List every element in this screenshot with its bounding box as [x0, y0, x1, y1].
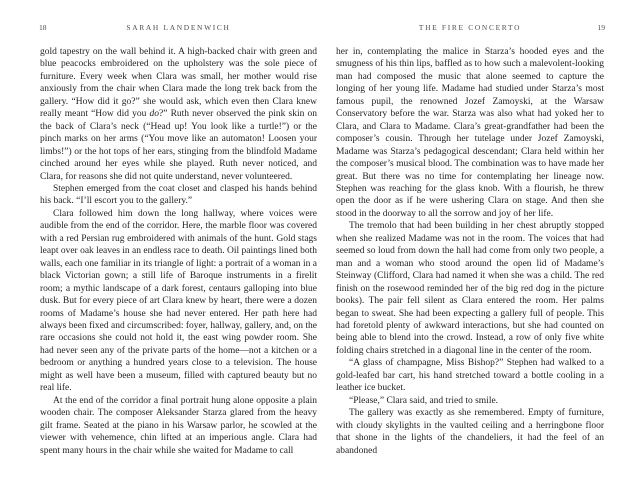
paragraph [336, 407, 604, 457]
left-running-header-title: SARAH LANDENWICH [126, 23, 231, 32]
left-page [40, 23, 317, 457]
italic-text-run: do [149, 109, 160, 120]
text-run: “A glass of champagne, Miss Bishop?” Stephen had walked to a gold-leafed bar cart, his hand stretched toward a bottle cooling in a leather ice bucket. [336, 358, 604, 394]
text-run: ?” Ruth never observed the pink skin on the back of Clara’s neck (“Head up! You look like a turtle!”) or the pinch marks on her arms (“You move like an automaton! Loosen your limbs!”) or the hot tops of her ears, stinging from the blindfold Madame cinched around her eyes while she played. Ruth never noticed, and Clara, for reasons she did not quite understand, never volunteered. [40, 109, 317, 182]
left-running-head [40, 23, 317, 36]
paragraph [336, 46, 604, 220]
right-running-header-title: THE FIRE CONCERTO [418, 23, 522, 32]
paragraph [40, 395, 317, 457]
text-run: Stephen emerged from the coat closet and clasped his hands behind his back. “I’ll escort you to the gallery.” [40, 183, 317, 207]
right-page-number: 19 [597, 23, 605, 32]
left-page-text [40, 46, 317, 457]
text-run: The tremolo that had been building in her chest abruptly stopped when she realized Madame was not in the room. The voices that had seemed so loud from down the hall had come from only two people, a man and a woman who stood around the open lid of Madame’s Steinway (Clifford, Clara had named it when she was a child. The red finish on the rosewood reminded her of the big red dog in the picture books). The pair fell silent as Clara entered the room. Her palms began to sweat. She had been expecting a gallery full of people. This had foretold plenty of awkward interactions, but she had counted on being able to blend into the crowd. Instead, a row of only five white folding chairs stretched in a diagonal line in the center of the room. [336, 221, 604, 356]
text-run: gold tapestry on the wall behind it. A high-backed chair with green and blue peacocks embroidered on the upholstery was the sole piece of furniture. Every week when Clara was small, her mother would rise anxiously from the chair when Clara made the long trek back from the gallery. “How did it go?” she would ask, which even then Clara knew really meant “How did you [40, 47, 317, 120]
right-page-text [336, 46, 604, 457]
paragraph [336, 357, 604, 394]
paragraph [40, 46, 317, 183]
text-run: “Please,” Clara said, and tried to smile. [349, 395, 499, 406]
text-run: The gallery was exactly as she remembered. Empty of furniture, with cloudy skylights in the vaulted ceiling and a herringbone floor that shone in the lights of the chandeliers, it had the feel of an abandoned [336, 408, 604, 456]
text-run: At the end of the corridor a final portrait hung alone opposite a plain wooden chair. The composer Aleksander Starza glared from the heavy gilt frame. Seated at the piano in his Warsaw parlor, he scowled at the viewer with vehemence, chin lifted at an imperious angle. Clara had spent many hours in the chair while she waited for Madame to call [40, 395, 317, 456]
paragraph [40, 183, 317, 208]
text-run: her in, contemplating the malice in Starza’s hooded eyes and the smugness of his thin lips, baffled as to how such a malevolent-looking man had composed the music that alone seemed to capture the longing of her young life. Madame had studied under Starza’s most famous pupil, the renowned Jozef Zamoyski, at the Warsaw Conservatory before the war. Starza was also what had yoked her to Clara, and Clara to Madame. Clara’s great-grandfather had been the composer’s cousin. Through her tutelage under Jozef Zamoyski, Madame was Starza’s pedagogical descendant; Clara held within her the composer’s musical blood. The combination was to have made her great. But there was no time for contemplating her lineage now. Stephen was reaching for the glass knob. With a flourish, he threw open the door as if he were ushering Clara on stage. And then she stood in the doorway to all the sorrow and joy of her life. [336, 47, 604, 219]
right-running-head [336, 23, 604, 36]
right-page [336, 23, 604, 457]
paragraph [336, 220, 604, 357]
paragraph [40, 208, 317, 395]
paragraph [336, 395, 604, 407]
text-run: Clara followed him down the long hallway, where voices were audible from the end of the corridor. Here, the marble floor was covered with a red Persian rug embroidered with animals of the hunt. Gold stags leapt over oak leaves in an endless race to death. Oil paintings lined both walls, each one familiar in its triangle of light: a portrait of a woman in a black Victorian gown; a still life of Baroque instruments in a firelit room; a mythic landscape of a dark forest, centaurs galloping into blue dusk. But for every piece of art Clara knew by heart, there were a dozen rooms of Madame’s house she had never entered. Her path here had always been fixed and circumscribed: foyer, hallway, gallery, and, on the rare occasions she could not hold it, the east wing powder room. She had never seen any of the private parts of the home—not a kitchen or a bedroom or anything a hundred years close to a television. The house might as well have been a museum, filled with captured beauty but no real life. [40, 208, 317, 394]
left-page-number: 18 [39, 23, 47, 32]
